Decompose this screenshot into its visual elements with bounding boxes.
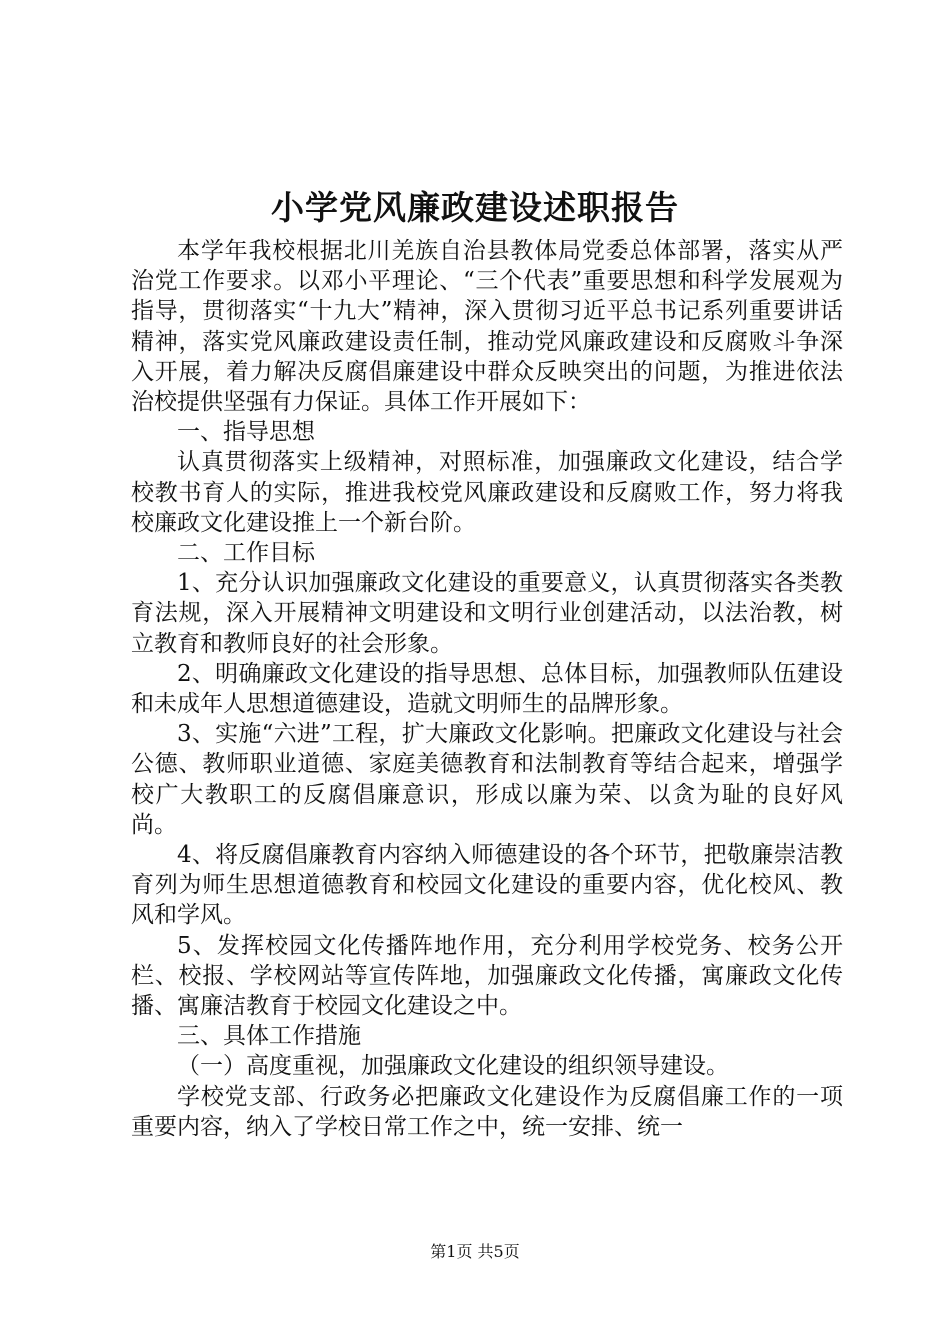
paragraph-goal-4: 4、将反腐倡廉教育内容纳入师德建设的各个环节，把敬廉崇洁教育列为师生思想道德教育和校园文化建设的重要内容，优化校风、教风和学风。 [131,842,843,929]
subheading-measure-1: （一）高度重视，加强廉政文化建设的组织领导建设。 [177,1053,729,1080]
paragraph-goal-3: 3、实施“六进”工程，扩大廉政文化影响。把廉政文化建设与社会公德、教师职业道德、家庭美德教育和法制教育等结合起来，增强学校广大教职工的反腐倡廉意识，形成以廉为荣、以贪为耻的良好风尚。 [131,721,843,838]
paragraph-goal-2: 2、明确廉政文化建设的指导思想、总体目标，加强教师队伍建设和未成年人思想道德建设，造就文明师生的品牌形象。 [131,660,843,718]
paragraph-goal-1: 1、充分认识加强廉政文化建设的重要意义，认真贯彻落实各类教育法规，深入开展精神文明建设和文明行业创建活动，以法治教，树立教育和教师良好的社会形象。 [131,570,843,657]
page-number-footer: 第1页 共5页 [430,1242,520,1261]
paragraph-measure-1: 学校党支部、行政务必把廉政文化建设作为反腐倡廉工作的一项重要内容，纳入了学校日常工作之中，统一安排、统一 [131,1083,843,1140]
paragraph-goal-5: 5、发挥校园文化传播阵地作用，充分利用学校党务、校务公开栏、校报、学校网站等宣传阵地，加强廉政文化传播，寓廉政文化传播、寓廉洁教育于校园文化建设之中。 [131,932,843,1020]
document-title: 小学党风廉政建设述职报告 [271,188,679,227]
heading-work-goals: 二、工作目标 [177,540,315,567]
heading-guiding-ideology: 一、指导思想 [177,419,315,446]
paragraph-intro: 本学年我校根据北川羌族自治县教体局党委总体部署，落实从严治党工作要求。以邓小平理论、“三个代表”重要思想和科学发展观为指导，贯彻落实“十九大”精神，深入贯彻习近平总书记系列重要讲话精神，落实党风廉政建设责任制，推动党风廉政建设和反腐败斗争深入开展，着力解决反腐倡廉建设中群众反映突出的问题，为推进依法治校提供坚强有力保证。具体工作开展如下： [131,238,843,416]
document-body [131,236,843,1142]
heading-specific-measures: 三、具体工作措施 [177,1023,361,1050]
paragraph-guiding-ideology: 认真贯彻落实上级精神，对照标准，加强廉政文化建设，结合学校教书育人的实际，推进我校党风廉政建设和反腐败工作，努力将我校廉政文化建设推上一个新台阶。 [131,449,843,536]
